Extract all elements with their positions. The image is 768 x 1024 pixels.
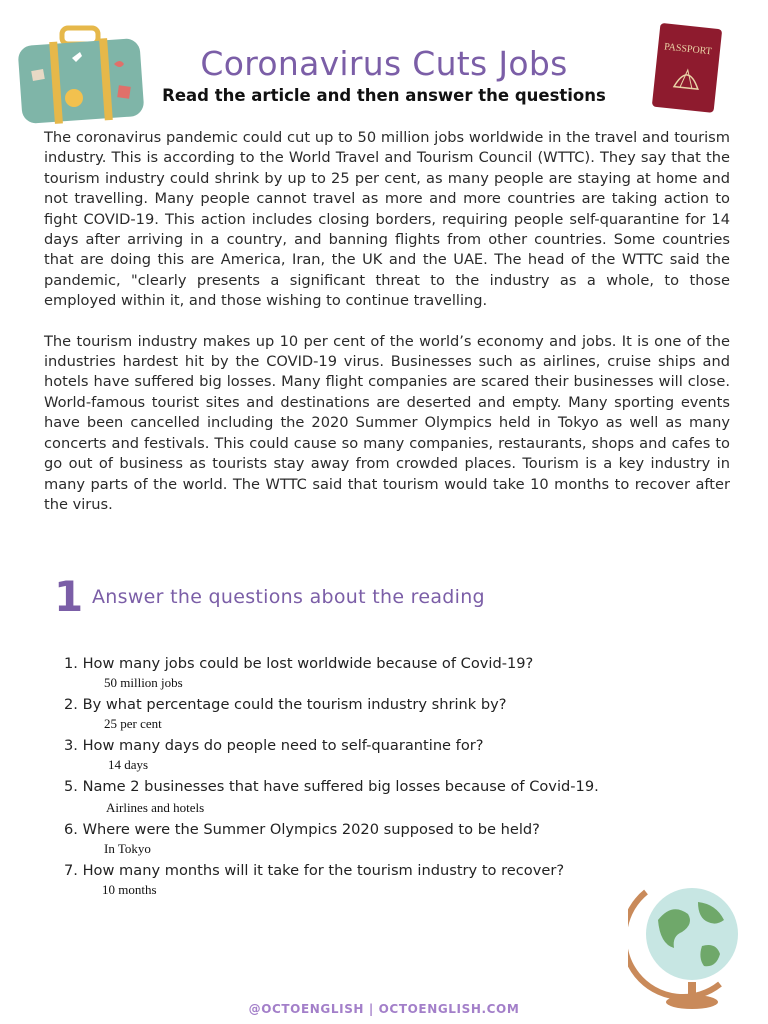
question-item xyxy=(64,820,704,858)
answer-text[interactable]: 25 per cent xyxy=(104,716,162,731)
article xyxy=(44,128,730,535)
passport-label: PASSPORT xyxy=(663,41,713,58)
question-item xyxy=(64,736,704,774)
question-text: 6. Where were the Summer Olympics 2020 supposed to be held? xyxy=(64,821,540,838)
question-text: 3. How many days do people need to self-quarantine for? xyxy=(64,737,484,754)
question-list xyxy=(64,654,704,902)
question-text: 1. How many jobs could be lost worldwide because of Covid-19? xyxy=(64,655,534,672)
question-text: 2. By what percentage could the tourism industry shrink by? xyxy=(64,696,507,713)
answer-text[interactable]: 50 million jobs xyxy=(104,675,183,690)
answer-text[interactable]: 10 months xyxy=(102,882,157,897)
question-item xyxy=(64,777,704,817)
page-title: Coronavirus Cuts Jobs xyxy=(200,44,568,83)
footer-credit[interactable]: @OCTOENGLISH | OCTOENGLISH.COM xyxy=(248,1002,520,1016)
question-item xyxy=(64,654,704,692)
page-subtitle: Read the article and then answer the questions xyxy=(162,86,606,105)
article-paragraph: The coronavirus pandemic could cut up to 50 million jobs worldwide in the travel and tourism industry. This is according to the World Travel and Tourism Council (WTTC). They say that the tourism industry could shrink by up to 25 per cent, as many people are staying at home and not travelling. Many people cannot travel as more and more countries are taking action to fight COVID-19. This action includes closing borders, requiring people self-quarantine for 14 days after arriving in a country, and banning flights from other countries. Some countries that are doing this are America, Iran, the UK and the UAE. The head of the WTTC said the pandemic, "clearly presents a significant threat to the industry as a whole, to those employed within it, and those wishing to continue travelling. xyxy=(44,129,730,310)
answer-text[interactable]: Airlines and hotels xyxy=(106,800,205,815)
question-text: 7. How many months will it take for the tourism industry to recover? xyxy=(64,862,565,879)
article-paragraph: The tourism industry makes up 10 per cent of the world’s economy and jobs. It is one of the industries hardest hit by the COVID-19 virus. Businesses such as airlines, cruise ships and hotels have suffered big losses. Many flight companies are scared their businesses will close. World-famous tourist sites and destinations are deserted and empty. Many sporting events have been cancelled including the 2020 Summer Olympics held in Tokyo as well as many concerts and festivals. This could cause so many companies, restaurants, shops and cafes to go out of business as tourists stay away from crowded places. Tourism is a key industry in many parts of the world. The WTTC said that tourism would take 10 months to recover after the virus. xyxy=(44,332,730,513)
question-text: 5. Name 2 businesses that have suffered big losses because of Covid-19. xyxy=(64,778,599,795)
answer-text[interactable]: In Tokyo xyxy=(104,841,151,856)
question-item xyxy=(64,861,704,899)
globe-icon xyxy=(628,872,752,1012)
section-number: 1 xyxy=(54,572,84,621)
question-item xyxy=(64,695,704,733)
section-title: Answer the questions about the reading xyxy=(92,586,485,608)
answer-text[interactable]: 14 days xyxy=(108,757,149,772)
